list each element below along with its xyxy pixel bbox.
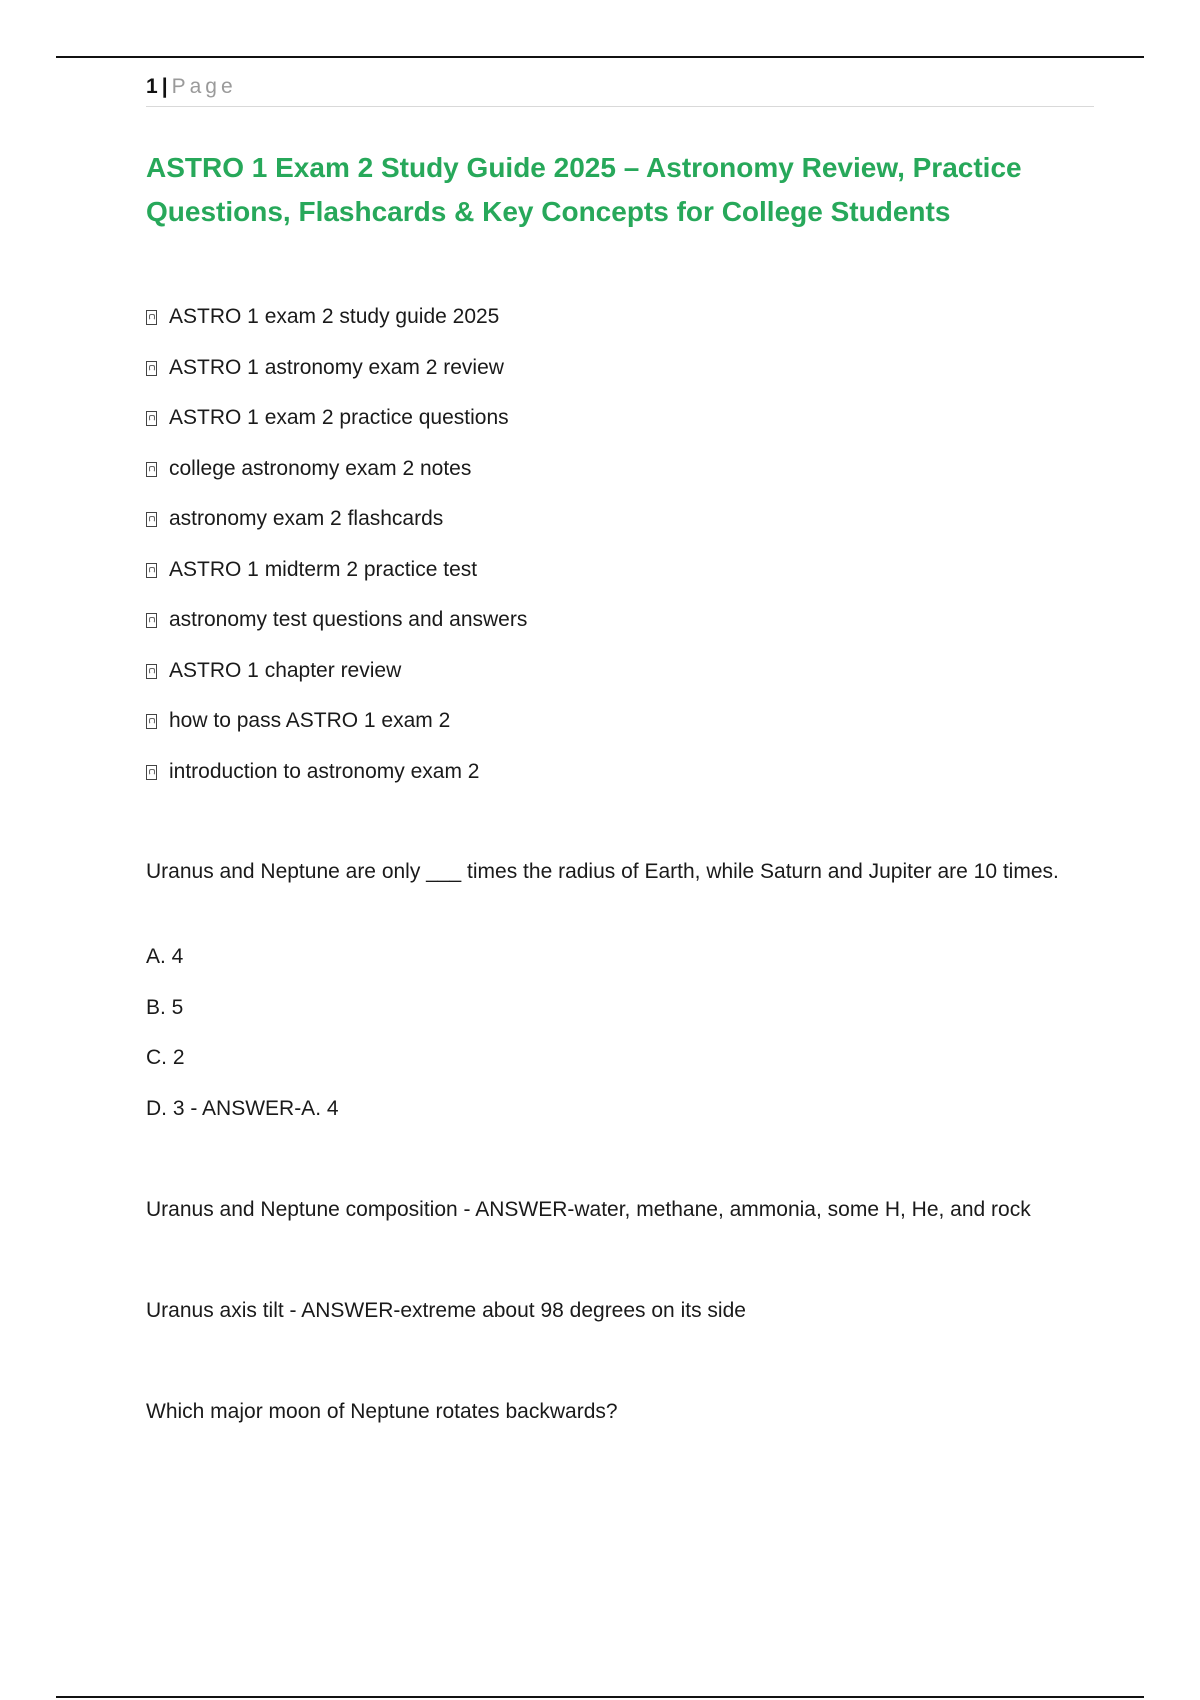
missing-glyph-icon xyxy=(146,361,157,376)
bottom-rule xyxy=(56,1696,1144,1698)
qa-neptune-moon: Which major moon of Neptune rotates backwards? xyxy=(146,1400,618,1423)
question-1-option-a: A. 4 xyxy=(146,945,184,968)
keyword-text: ASTRO 1 exam 2 study guide 2025 xyxy=(169,305,500,328)
list-item xyxy=(146,656,527,707)
list-item xyxy=(146,353,527,404)
top-rule xyxy=(56,56,1144,58)
list-item xyxy=(146,757,527,808)
document-title: ASTRO 1 Exam 2 Study Guide 2025 – Astronomy Review, Practice Questions, Flashcards & Key Concepts for College Students xyxy=(146,152,1022,227)
list-item xyxy=(146,605,527,656)
list-item xyxy=(146,454,527,505)
page-number: 1 xyxy=(146,75,158,98)
missing-glyph-icon xyxy=(146,462,157,477)
keyword-text: astronomy test questions and answers xyxy=(169,608,528,631)
missing-glyph-icon xyxy=(146,714,157,729)
question-1-text: Uranus and Neptune are only ___ times the radius of Earth, while Saturn and Jupiter are 10 times. xyxy=(146,860,1059,883)
keyword-text: college astronomy exam 2 notes xyxy=(169,456,472,480)
keyword-list xyxy=(146,302,527,807)
missing-glyph-icon xyxy=(146,613,157,628)
question-1-option-d: D. 3 - ANSWER-A. 4 xyxy=(146,1097,339,1120)
qa-composition: Uranus and Neptune composition - ANSWER-water, methane, ammonia, some H, He, and rock xyxy=(146,1198,1031,1221)
page-header xyxy=(146,72,1094,107)
keyword-text: astronomy exam 2 flashcards xyxy=(169,507,444,530)
page-label: Page xyxy=(171,75,237,98)
keyword-text: introduction to astronomy exam 2 xyxy=(169,759,480,783)
missing-glyph-icon xyxy=(146,664,157,679)
keyword-text: ASTRO 1 astronomy exam 2 review xyxy=(169,355,504,379)
question-1-option-c: C. 2 xyxy=(146,1046,185,1069)
list-item xyxy=(146,302,527,353)
page-separator: | xyxy=(161,75,168,98)
keyword-text: ASTRO 1 chapter review xyxy=(169,658,402,682)
list-item xyxy=(146,504,527,555)
missing-glyph-icon xyxy=(146,765,157,780)
list-item xyxy=(146,555,527,606)
missing-glyph-icon xyxy=(146,512,157,527)
qa-axis-tilt: Uranus axis tilt - ANSWER-extreme about 98 degrees on its side xyxy=(146,1299,746,1322)
list-item xyxy=(146,403,527,454)
keyword-text: ASTRO 1 midterm 2 practice test xyxy=(169,557,478,581)
missing-glyph-icon xyxy=(146,310,157,325)
list-item xyxy=(146,706,527,757)
question-1-option-b: B. 5 xyxy=(146,996,184,1019)
keyword-text: ASTRO 1 exam 2 practice questions xyxy=(169,406,509,429)
missing-glyph-icon xyxy=(146,411,157,426)
keyword-text: how to pass ASTRO 1 exam 2 xyxy=(169,709,451,732)
missing-glyph-icon xyxy=(146,563,157,578)
